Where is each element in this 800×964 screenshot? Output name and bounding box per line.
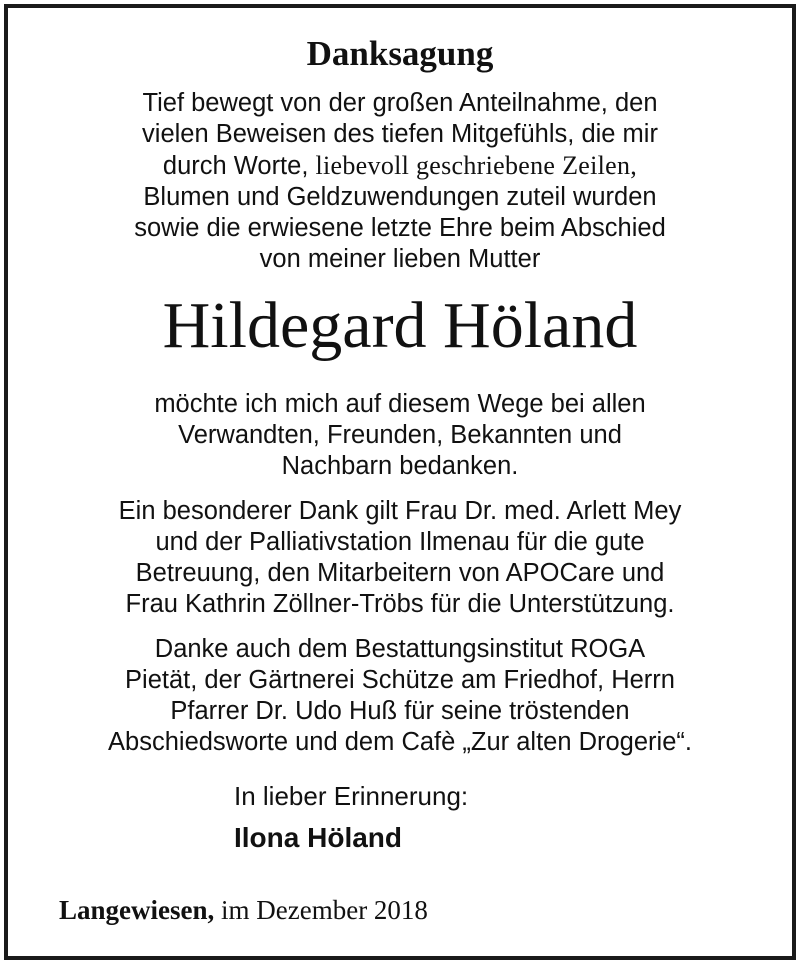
paragraph-line: Betreuung, den Mitarbeitern von APOCare und bbox=[135, 559, 665, 587]
obituary-notice-frame bbox=[4, 4, 796, 960]
thanks-paragraph-1 bbox=[8, 389, 792, 482]
intro-text bbox=[8, 88, 792, 275]
intro-line: sowie die erwiesene letzte Ehre beim Abschied bbox=[134, 214, 666, 242]
intro-line bbox=[8, 150, 792, 182]
intro-line: von meiner lieben Mutter bbox=[259, 245, 541, 273]
date: im Dezember 2018 bbox=[214, 895, 428, 925]
paragraph-line: Danke auch dem Bestattungsinstitut ROGA bbox=[154, 635, 646, 663]
signature-name: Ilona Höland bbox=[234, 822, 402, 853]
paragraph-line: möchte ich mich auf diesem Wege bei allen bbox=[154, 390, 646, 418]
paragraph-line: Nachbarn bedanken. bbox=[281, 452, 519, 480]
paragraph-line: und der Palliativstation Ilmenau für die gute bbox=[155, 528, 645, 556]
intro-line: Tief bewegt von der großen Anteilnahme, den bbox=[142, 89, 658, 117]
paragraph-line: Verwandten, Freunden, Bekannten und bbox=[178, 421, 622, 449]
paragraph-line: Pietät, der Gärtnerei Schütze am Friedhof, Herrn bbox=[125, 666, 675, 694]
paragraph-line: Ein besonderer Dank gilt Frau Dr. med. Arlett Mey bbox=[118, 497, 682, 525]
thanks-paragraph-3 bbox=[8, 634, 792, 758]
paragraph-line: Abschiedsworte und dem Cafè „Zur alten Drogerie“. bbox=[108, 728, 692, 756]
deceased-name: Hildegard Höland bbox=[162, 289, 638, 362]
intro-line: Blumen und Geldzuwendungen zuteil wurden bbox=[143, 183, 657, 211]
thanks-paragraph-2 bbox=[8, 496, 792, 620]
intro-line-sans-part: durch Worte, bbox=[162, 152, 316, 180]
paragraph-line: Frau Kathrin Zöllner-Tröbs für die Unterstützung. bbox=[125, 590, 675, 618]
paragraph-line: Pfarrer Dr. Udo Huß für seine tröstenden bbox=[170, 697, 630, 725]
intro-line-serif-part: liebevoll geschriebene Zeilen, bbox=[315, 151, 638, 180]
place-date bbox=[59, 894, 428, 926]
intro-line: vielen Beweisen des tiefen Mitgefühls, die mir bbox=[142, 120, 658, 148]
signature-label: In lieber Erinnerung: bbox=[234, 781, 469, 811]
notice-title: Danksagung bbox=[306, 34, 494, 73]
place: Langewiesen, bbox=[59, 895, 215, 925]
